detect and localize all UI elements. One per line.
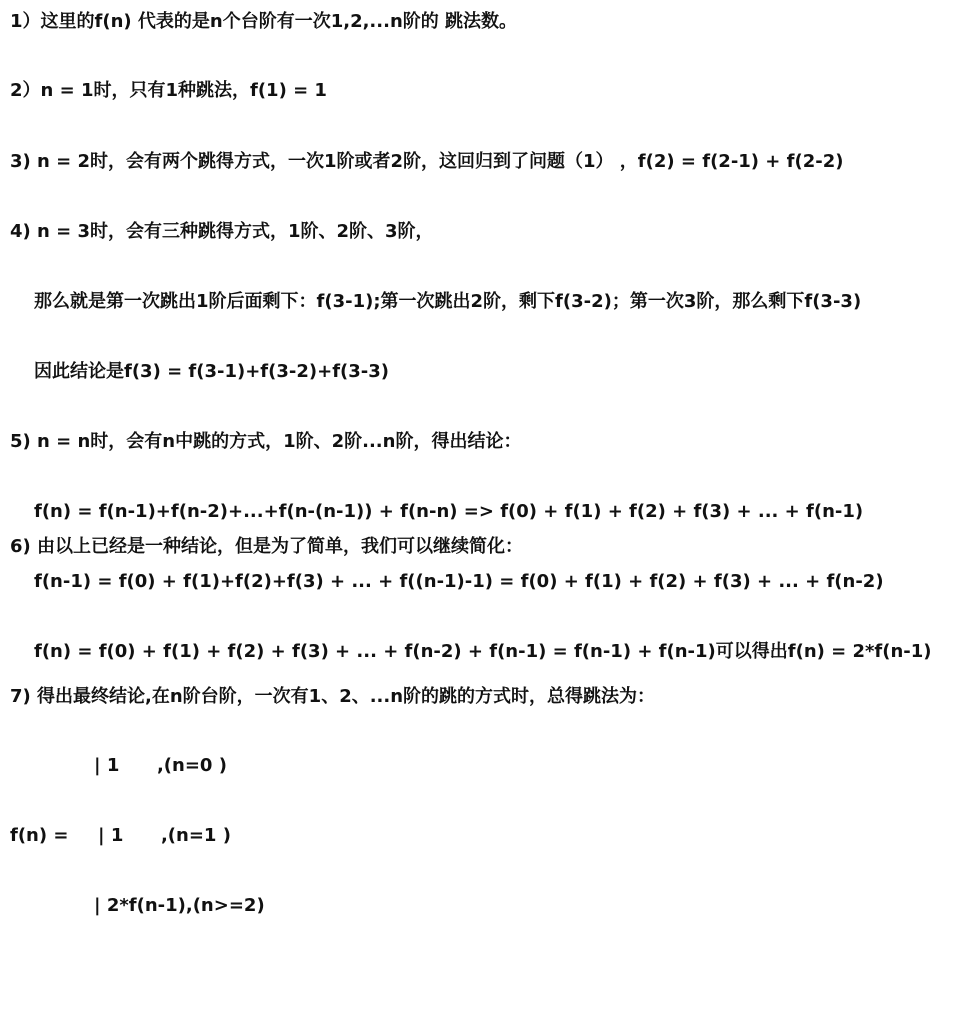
- formula-case-1: | 1 ,(n=0 ): [94, 755, 227, 776]
- line-5: 那么就是第一次跳出1阶后面剩下：f(3-1);第一次跳出2阶，剩下f(3-2)；第一次3阶，那么剩下f(3-3): [34, 291, 862, 312]
- line-1: 1）这里的f(n) 代表的是n个台阶有一次1,2,...n阶的 跳法数。: [10, 11, 518, 32]
- formula-case-3: | 2*f(n-1),(n>=2): [94, 895, 265, 916]
- line-7: 5) n = n时，会有n中跳的方式，1阶、2阶...n阶，得出结论：: [10, 431, 522, 452]
- formula-lhs: f(n) =: [10, 825, 69, 846]
- line-10: f(n-1) = f(0) + f(1)+f(2)+f(3) + ... + f((n-1)-1) = f(0) + f(1) + f(2) + f(3) + ... + f(n-2): [34, 571, 884, 592]
- line-12: 7) 得出最终结论,在n阶台阶，一次有1、2、...n阶的跳的方式时，总得跳法为：: [10, 686, 656, 707]
- line-11: f(n) = f(0) + f(1) + f(2) + f(3) + ... + f(n-2) + f(n-1) = f(n-1) + f(n-1)可以得出f(n) = 2*f(n-1): [34, 641, 932, 662]
- line-4: 4) n = 3时，会有三种跳得方式，1阶、2阶、3阶，: [10, 221, 434, 242]
- formula-case-2: | 1 ,(n=1 ): [98, 825, 231, 846]
- line-6: 因此结论是f(3) = f(3-1)+f(3-2)+f(3-3): [34, 361, 389, 382]
- line-2: 2）n = 1时，只有1种跳法，f(1) = 1: [10, 80, 327, 101]
- line-3: 3) n = 2时，会有两个跳得方式，一次1阶或者2阶，这回归到了问题（1） ，f(2) = f(2-1) + f(2-2): [10, 151, 844, 172]
- line-8: f(n) = f(n-1)+f(n-2)+...+f(n-(n-1)) + f(n-n) => f(0) + f(1) + f(2) + f(3) + ... + f(n-1): [34, 501, 864, 522]
- line-9: 6) 由以上已经是一种结论，但是为了简单，我们可以继续简化：: [10, 536, 524, 557]
